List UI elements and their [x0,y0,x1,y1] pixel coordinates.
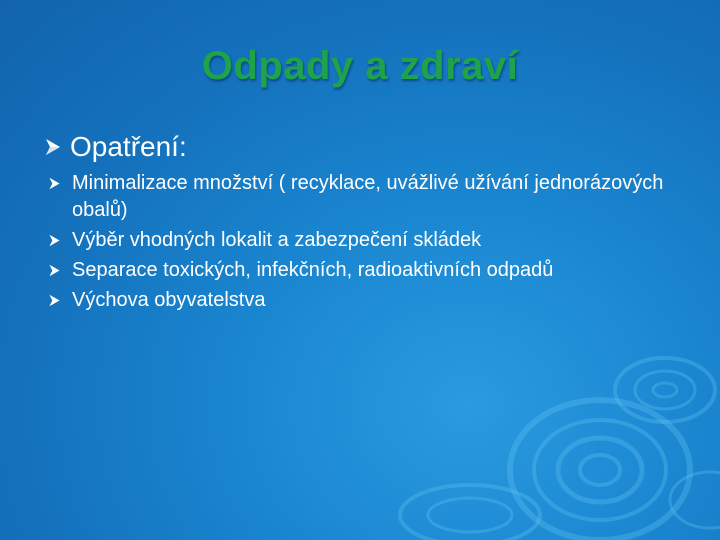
list-item-text: Výchova obyvatelstva [72,289,266,311]
list-item [48,257,698,284]
list-item-text: Výběr vhodných lokalit a zabezpečení skládek [72,229,482,251]
section-heading-label: Opatření: [70,131,187,162]
arrow-bullet-icon [48,176,62,191]
list-item-text: Separace toxických, infekčních, radioaktivních odpadů [72,259,554,281]
arrow-bullet-icon [48,293,62,308]
bullet-list [48,170,698,317]
slide-title: Odpady a zdraví [201,44,519,88]
list-item [48,287,698,314]
list-item [48,170,698,224]
list-item-text: Minimalizace množství ( recyklace, uvážlivé užívání jednorázových obalů) [72,172,664,221]
list-item [48,227,698,254]
arrow-bullet-icon [44,137,62,157]
arrow-bullet-icon [48,263,62,278]
section-heading [44,131,187,163]
arrow-bullet-icon [48,233,62,248]
